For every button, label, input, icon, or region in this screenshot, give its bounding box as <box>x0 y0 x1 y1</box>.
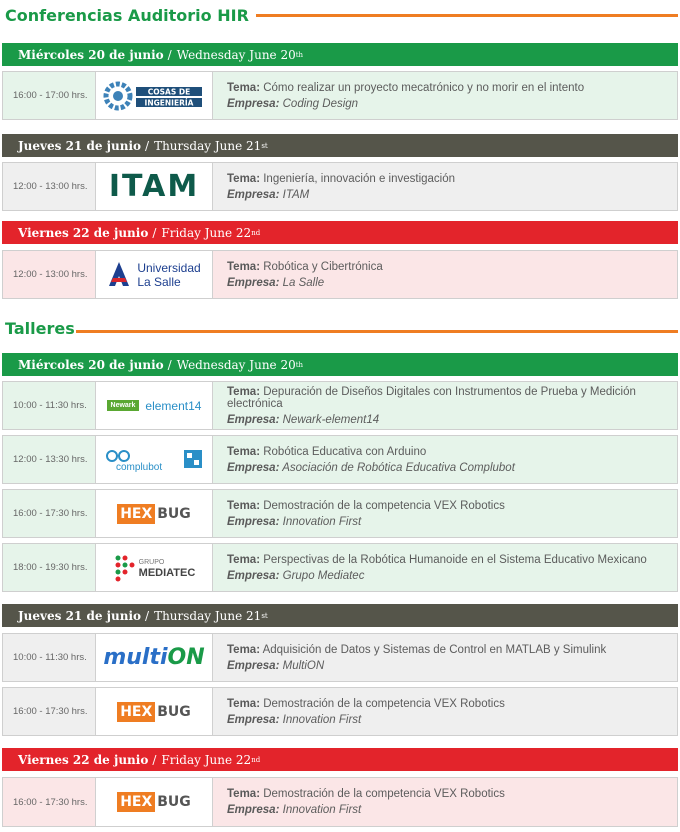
itam-logo <box>95 163 213 210</box>
talleres-divider <box>76 330 678 333</box>
empresa-text: Innovation First <box>282 804 362 816</box>
session-time: 12:00 - 13:00 hrs. <box>13 269 88 280</box>
hexbug-logo <box>95 688 213 735</box>
session-tema <box>227 554 677 566</box>
session-row <box>2 489 678 538</box>
tema-text: Demostración de la competencia VEX Robotics <box>263 499 505 512</box>
mediatec-dots-icon <box>113 553 135 583</box>
session-time: 16:00 - 17:00 hrs. <box>13 90 88 101</box>
empresa-text: Coding Design <box>282 97 359 110</box>
hexbug-hex: HEX <box>117 504 155 524</box>
session-empresa <box>227 516 677 528</box>
newark-badge: Newark <box>107 400 140 411</box>
tema-label: Tema: <box>227 385 261 398</box>
session-empresa <box>227 462 677 474</box>
day-es: Miércoles 20 de junio <box>18 47 164 62</box>
session-empresa <box>227 714 677 726</box>
day-separator: / <box>167 357 172 372</box>
empresa-label: Empresa: <box>227 413 280 426</box>
session-time: 16:00 - 17:30 hrs. <box>13 508 88 519</box>
gear-logo-icon <box>102 77 206 115</box>
session-info <box>213 251 677 298</box>
session-time: 16:00 - 17:30 hrs. <box>13 706 88 717</box>
newark-element14-logo <box>95 382 213 429</box>
session-time: 12:00 - 13:30 hrs. <box>13 454 88 465</box>
empresa-text: MultiON <box>282 659 325 672</box>
day-suffix: th <box>295 50 304 59</box>
logo-text-line2: INGENIERÍA <box>144 98 194 107</box>
session-empresa <box>227 189 677 201</box>
hexbug-hex: HEX <box>117 702 155 722</box>
session-info <box>213 634 677 681</box>
day-bar-talleres-friday <box>2 748 678 771</box>
session-tema <box>227 173 677 185</box>
session-empresa <box>227 98 677 110</box>
session-tema <box>227 500 677 512</box>
day-es: Viernes 22 de junio <box>18 225 149 240</box>
complubot-icon <box>102 446 206 474</box>
hexbug-logo <box>95 490 213 537</box>
cosas-de-ingenieria-logo <box>95 72 213 119</box>
la-salle-shield-icon <box>107 260 131 290</box>
grupo-mediatec-logo <box>95 544 213 591</box>
day-suffix: th <box>295 360 304 369</box>
day-en: Thursday June 21 <box>154 138 262 153</box>
tema-text: Adquisición de Datos y Sistemas de Control en MATLAB y Simulink <box>262 643 607 656</box>
logo-text: ITAM <box>108 169 200 204</box>
logo-text-line1: COSAS DE <box>147 87 191 96</box>
day-bar-conf-thursday <box>2 134 678 157</box>
session-info <box>213 382 677 429</box>
empresa-text: ITAM <box>282 188 310 201</box>
tema-text: Demostración de la competencia VEX Robotics <box>263 788 505 800</box>
session-time: 12:00 - 13:00 hrs. <box>13 181 88 192</box>
mediatec-wordmark: GRUPO MEDIATEC <box>138 558 196 579</box>
element14-wordmark: element14 <box>145 398 202 413</box>
empresa-label: Empresa: <box>227 97 280 110</box>
session-row <box>2 250 678 299</box>
hexbug-bug: BUG <box>157 703 191 720</box>
day-suffix: nd <box>251 755 261 764</box>
tema-label: Tema: <box>227 697 261 710</box>
session-row <box>2 543 678 592</box>
day-suffix: st <box>261 611 268 620</box>
session-empresa <box>227 660 677 672</box>
session-row <box>2 435 678 484</box>
session-row <box>2 687 678 736</box>
day-suffix: nd <box>251 228 261 237</box>
session-time: 16:00 - 17:30 hrs. <box>13 796 88 808</box>
conferencias-title: Conferencias Auditorio HIR <box>5 5 249 25</box>
empresa-text: La Salle <box>282 276 325 289</box>
day-separator: / <box>167 47 172 62</box>
empresa-label: Empresa: <box>227 515 280 528</box>
session-row <box>2 71 678 120</box>
empresa-label: Empresa: <box>227 188 280 201</box>
day-en: Thursday June 21 <box>154 608 262 623</box>
session-time: 10:00 - 11:30 hrs. <box>13 652 87 663</box>
session-row <box>2 777 678 827</box>
talleres-title: Talleres <box>5 318 75 338</box>
day-bar-talleres-wednesday <box>2 353 678 376</box>
session-row <box>2 162 678 211</box>
session-time: 10:00 - 11:30 hrs. <box>13 400 87 411</box>
day-suffix: st <box>261 141 268 150</box>
session-time: 18:00 - 19:30 hrs. <box>13 562 88 573</box>
session-tema <box>227 261 677 273</box>
session-info <box>213 544 677 591</box>
la-salle-logo <box>95 251 213 298</box>
day-es: Jueves 21 de junio <box>18 608 142 623</box>
empresa-label: Empresa: <box>227 461 280 474</box>
session-tema <box>227 386 677 410</box>
hexbug-bug: BUG <box>157 505 191 522</box>
tema-label: Tema: <box>227 445 261 458</box>
day-bar-talleres-thursday <box>2 604 678 627</box>
empresa-label: Empresa: <box>227 804 280 816</box>
session-row <box>2 381 678 430</box>
empresa-label: Empresa: <box>227 713 280 726</box>
session-tema <box>227 82 677 94</box>
tema-label: Tema: <box>227 553 261 566</box>
tema-label: Tema: <box>227 172 261 185</box>
session-empresa <box>227 277 677 289</box>
tema-text: Robótica Educativa con Arduino <box>263 445 427 458</box>
session-empresa <box>227 804 677 816</box>
day-es: Jueves 21 de junio <box>18 138 142 153</box>
session-info <box>213 72 677 119</box>
tema-label: Tema: <box>227 499 261 512</box>
hexbug-logo <box>95 778 213 826</box>
session-info <box>213 688 677 735</box>
tema-label: Tema: <box>227 643 261 656</box>
day-bar-conf-wednesday <box>2 43 678 66</box>
day-es: Miércoles 20 de junio <box>18 357 164 372</box>
hexbug-bug: BUG <box>157 794 191 810</box>
tema-label: Tema: <box>227 788 261 800</box>
tema-label: Tema: <box>227 260 261 273</box>
empresa-text: Asociación de Robótica Educativa Complubot <box>282 461 515 474</box>
tema-text: Depuración de Diseños Digitales con Instrumentos de Prueba y Medición electrónica <box>227 385 636 410</box>
session-row <box>2 633 678 682</box>
session-info <box>213 490 677 537</box>
day-separator: / <box>152 225 157 240</box>
empresa-label: Empresa: <box>227 659 280 672</box>
session-info <box>213 778 677 826</box>
session-tema <box>227 644 677 656</box>
hexbug-hex: HEX <box>117 792 155 812</box>
session-info <box>213 163 677 210</box>
empresa-text: Innovation First <box>282 713 362 726</box>
day-en: Friday June 22 <box>161 225 252 240</box>
multion-wordmark: multiON <box>103 645 205 670</box>
empresa-label: Empresa: <box>227 276 280 289</box>
day-es: Viernes 22 de junio <box>18 752 149 767</box>
tema-label: Tema: <box>227 81 261 94</box>
day-separator: / <box>152 752 157 767</box>
complubot-text: complubot <box>116 461 163 473</box>
session-empresa <box>227 414 677 426</box>
conferencias-divider <box>256 14 678 17</box>
session-tema <box>227 788 677 800</box>
day-en: Friday June 22 <box>161 752 252 767</box>
session-empresa <box>227 570 677 582</box>
day-bar-conf-friday <box>2 221 678 244</box>
day-separator: / <box>145 608 150 623</box>
empresa-text: Newark-element14 <box>282 413 380 426</box>
tema-text: Cómo realizar un proyecto mecatrónico y no morir en el intento <box>263 81 585 94</box>
empresa-label: Empresa: <box>227 569 280 582</box>
session-info <box>213 436 677 483</box>
day-separator: / <box>145 138 150 153</box>
session-tema <box>227 698 677 710</box>
tema-text: Demostración de la competencia VEX Robotics <box>263 697 505 710</box>
complubot-logo <box>95 436 213 483</box>
tema-text: Robótica y Cibertrónica <box>263 260 383 273</box>
day-en: Wednesday June 20 <box>176 47 296 62</box>
empresa-text: Grupo Mediatec <box>282 569 365 582</box>
day-en: Wednesday June 20 <box>176 357 296 372</box>
la-salle-wordmark: Universidad La Salle <box>137 260 201 289</box>
tema-text: Perspectivas de la Robótica Humanoide en el Sistema Educativo Mexicano <box>263 553 647 566</box>
session-tema <box>227 446 677 458</box>
tema-text: Ingeniería, innovación e investigación <box>263 172 456 185</box>
empresa-text: Innovation First <box>282 515 362 528</box>
multion-logo <box>95 634 213 681</box>
